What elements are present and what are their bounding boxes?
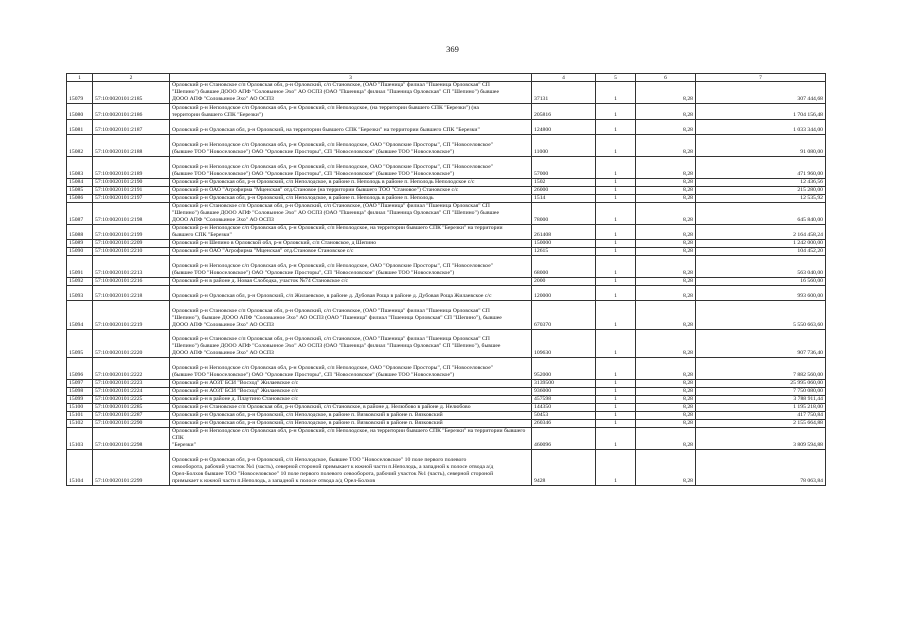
cadastral-number: 57:10:0020101:2218 [93,286,170,301]
location-description: Орловский р-н Неполодское с/п Орловская обл, р-н Орловский, с/п Неполодское, ОАО "Орловские Просторы", СП "Новоселовское" (бывшее ТОО "Новоселовское") ОАО "Орловские Просторы", СП "Новоселовское" (бывшее ТОО "Новоселовское") [170,135,532,157]
table-row [67,225,826,240]
table-header [67,74,826,82]
sum-value: 1 242 000,00 [696,240,826,248]
sum-value: 25 995 060,00 [696,380,826,388]
rate-value: 8,28 [636,225,696,240]
sum-value: 104 452,20 [696,248,826,256]
row-number: 15101 [67,412,93,420]
table-row [67,104,826,120]
quantity-value: 1 [596,301,636,330]
cadastral-number: 57:10:0020101:2198 [93,203,170,225]
rate-value: 8,28 [636,286,696,301]
table-row [67,195,826,203]
area-value: 68000 [532,256,596,278]
location-description: Орловский р-н в районе д. Плаутино Становское с/с [170,396,532,404]
location-description: Орловский р-н Становское с/п Орловская обл, р-н Орловский, с/п Становское, (ОАО "Пшеница" филиал "Пшеница Орловская" СП "Шепино") бывшее ДООО АПФ "Соловьиное Эхо" АО ОСПЗ (ОАО "Пшеница" филиал "Пшеница Орловская" СП "Шепино") бывшее ДООО АПФ "Соловьиное Эхо" АО ОСПЗ [170,82,532,104]
quantity-value: 1 [596,450,636,486]
table-row [67,82,826,104]
table-row [67,388,826,396]
row-number: 15079 [67,82,93,104]
row-number: 15100 [67,404,93,412]
area-value: 120000 [532,286,596,301]
table-row [67,358,826,380]
table-row [67,278,826,286]
table-row [67,240,826,248]
area-value: 670370 [532,301,596,330]
area-value: 3139500 [532,380,596,388]
cadastral-number: 57:10:0020101:2220 [93,330,170,358]
header-col-7: 7 [696,74,826,82]
sum-value: 3 788 911,44 [696,396,826,404]
area-value: 150000 [532,240,596,248]
sum-value: 7 750 080,00 [696,388,826,396]
rate-value: 8,28 [636,388,696,396]
location-description: Орловский р-н АОЗТ БСИ "Восход" Жилаевское с/с [170,380,532,388]
area-value: 11000 [532,135,596,157]
table-row [67,248,826,256]
row-number: 15083 [67,157,93,179]
location-description: Орловский р-н Орловская обл, р-н Орловский, с/п Неполодское, в районе п. Вязковский в районе п. Вязковский [170,420,532,428]
cadastral-number: 57:10:0020101:2185 [93,82,170,104]
location-description: Орловский р-н ОАО "Агрофирма "Мценская" отд.Становое (на территории бывшего ТОО "Становое") Становское с/с [170,187,532,195]
quantity-value: 1 [596,286,636,301]
quantity-value: 1 [596,82,636,104]
rate-value: 8,28 [636,450,696,486]
rate-value: 8,28 [636,278,696,286]
row-number: 15081 [67,120,93,135]
header-row [67,74,826,82]
area-value: 144350 [532,404,596,412]
sum-value: 215 280,00 [696,187,826,195]
cadastral-number: 57:10:0020101:2222 [93,358,170,380]
quantity-value: 1 [596,203,636,225]
header-col-3: 3 [170,74,532,82]
area-value: 260346 [532,420,596,428]
cadastral-number: 57:10:0020101:2213 [93,256,170,278]
quantity-value: 1 [596,420,636,428]
cadastral-number: 57:10:0020101:2224 [93,388,170,396]
sum-value: 471 960,00 [696,157,826,179]
row-number: 15103 [67,428,93,450]
rate-value: 8,28 [636,358,696,380]
table-row [67,330,826,358]
table-row [67,179,826,187]
rate-value: 8,28 [636,179,696,187]
area-value: 460096 [532,428,596,450]
quantity-value: 1 [596,358,636,380]
sum-value: 12 535,92 [696,195,826,203]
quantity-value: 1 [596,428,636,450]
land-parcel-table [66,73,826,486]
location-description: Орловский р-н Орловская обл, р-н Орловский, с/п Неполодское, в районе п. Неполодь в районе п. Неполодь Неполодское с/с [170,179,532,187]
row-number: 15097 [67,380,93,388]
cadastral-number: 57:10:0020101:2219 [93,301,170,330]
table-row [67,404,826,412]
location-description: Орловский р-н Неполодское с/п Орловская обл, р-н Орловский, с/п Неполодское, ОАО "Орловские Просторы", СП "Новоселовское" (бывшее ТОО "Новоселовское") ОАО "Орловские Просторы", СП "Новоселовское" (бывшее ТОО "Новоселовское") [170,157,532,179]
sum-value: 7 882 560,00 [696,358,826,380]
table-row [67,120,826,135]
location-description: Орловский р-н Шепино в Орловской обл, р-н Орловский, с/п Становское, д Шепино [170,240,532,248]
sum-value: 1 195 218,00 [696,404,826,412]
table-row [67,301,826,330]
cadastral-number: 57:10:0020101:2298 [93,428,170,450]
sum-value: 645 840,00 [696,203,826,225]
row-number: 15088 [67,225,93,240]
rate-value: 8,28 [636,412,696,420]
quantity-value: 1 [596,157,636,179]
location-description: Орловский р-н Становское с/п Орловская обл, р-н Орловский, с/п Становское, (ОАО "Пшеница" филиал "Пшеница Орловская" СП "Шепино") бывшее ДООО АПФ "Соловьиное Эхо" АО ОСПЗ (ОАО "Пшеница" филиал "Пшеница Орловская" СП "Шепино") бывшее ДООО АПФ "Соловьиное Эхо" АО ОСПЗ [170,203,532,225]
cadastral-number: 57:10:0020101:2209 [93,240,170,248]
area-value: 952000 [532,358,596,380]
rate-value: 8,28 [636,404,696,412]
cadastral-number: 57:10:0020101:2188 [93,135,170,157]
quantity-value: 1 [596,225,636,240]
location-description: Орловский р-н Орловская обл, р-н Орловский, с/п Неполодское, в районе п. Неполодь в районе п. Неполодь [170,195,532,203]
row-number: 15082 [67,135,93,157]
sum-value: 907 736,40 [696,330,826,358]
table-row [67,203,826,225]
table-body [67,82,826,486]
row-number: 15094 [67,301,93,330]
cadastral-number: 57:10:0020101:2199 [93,225,170,240]
location-description: Орловский р-н АОЗТ БСИ "Восход" Жилаевское с/с [170,388,532,396]
cadastral-number: 57:10:0020101:2285 [93,404,170,412]
area-value: 457598 [532,396,596,404]
location-description: Орловский р-н Неполодское с/п Орловская обл, р-н Орловский, с/п Неполодское, ОАО "Орловские Просторы", СП "Новоселовское" (бывшее ТОО "Новоселовское") ОАО "Орловские Просторы", СП "Новоселовское" (бывшее ТОО "Новоселовское") [170,256,532,278]
row-number: 15098 [67,388,93,396]
header-col-6: 6 [636,74,696,82]
row-number: 15089 [67,240,93,248]
quantity-value: 1 [596,240,636,248]
rate-value: 8,28 [636,187,696,195]
cadastral-number: 57:10:0020101:2210 [93,248,170,256]
table-row [67,256,826,278]
area-value: 9428 [532,450,596,486]
rate-value: 8,28 [636,330,696,358]
row-number: 15102 [67,420,93,428]
location-description: Орловский р-н ОАО "Агрофирма "Мценская" отд.Становое Становское с/с [170,248,532,256]
quantity-value: 1 [596,104,636,120]
sum-value: 417 750,84 [696,412,826,420]
header-col-5: 5 [596,74,636,82]
location-description: Орловский р-н Орловская обл, р-н Орловский, с/п Неполодское, в районе п. Вязковский в районе п. Вязковский [170,412,532,420]
cadastral-number: 57:10:0020101:2225 [93,396,170,404]
sum-value: 5 550 663,60 [696,301,826,330]
location-description: Орловский р-н Неполодское с/п Орловская обл, р-н Орловский, с/п Неполодское, (на территории бывшего СПК "Березки") (на территории бывшего СПК "Березки") [170,104,532,120]
area-value: 78000 [532,203,596,225]
quantity-value: 1 [596,195,636,203]
sum-value: 12 436,56 [696,179,826,187]
row-number: 15104 [67,450,93,486]
location-description: Орловский р-н Орловская обл, р-н Орловский, с/п Жилаевское, в районе д. Дубовая Роща в районе д. Дубовая Роща Жилаевское с/с [170,286,532,301]
sum-value: 91 080,00 [696,135,826,157]
rate-value: 8,28 [636,120,696,135]
cadastral-number: 57:10:0020101:2299 [93,450,170,486]
area-value: 261408 [532,225,596,240]
cadastral-number: 57:10:0020101:2290 [93,420,170,428]
area-value: 2000 [532,278,596,286]
cadastral-number: 57:10:0020101:2197 [93,195,170,203]
quantity-value: 1 [596,404,636,412]
table-row [67,187,826,195]
quantity-value: 1 [596,278,636,286]
area-value: 205816 [532,104,596,120]
quantity-value: 1 [596,179,636,187]
rate-value: 8,28 [636,135,696,157]
sum-value: 1 704 156,48 [696,104,826,120]
rate-value: 8,28 [636,157,696,179]
sum-value: 16 560,00 [696,278,826,286]
sum-value: 1 033 344,00 [696,120,826,135]
page-number: 369 [446,44,459,54]
quantity-value: 1 [596,396,636,404]
cadastral-number: 57:10:0020101:2186 [93,104,170,120]
quantity-value: 1 [596,380,636,388]
cadastral-number: 57:10:0020101:2287 [93,412,170,420]
table-row [67,428,826,450]
table-row [67,157,826,179]
header-col-1: 1 [67,74,93,82]
quantity-value: 1 [596,187,636,195]
row-number: 15084 [67,179,93,187]
sum-value: 3 809 594,88 [696,428,826,450]
rate-value: 8,28 [636,104,696,120]
row-number: 15093 [67,286,93,301]
quantity-value: 1 [596,256,636,278]
table-row [67,286,826,301]
location-description: Орловский р-н Неполодское с/п Орловская обл, р-н Орловский, с/п Неполодское, на территории бывшего СПК "Березки" на территории бывшего СПК "Березки" [170,225,532,240]
quantity-value: 1 [596,135,636,157]
rate-value: 8,28 [636,240,696,248]
location-description: Орловский р-н Становское с/п Орловская обл, р-н Орловский, с/п Становское, (ОАО "Пшеница" филиал "Пшеница Орловская" СП "Шепино") бывшее ДООО АПФ "Соловьиное Эхо" АО ОСПЗ (ОАО "Пшеница" филиал "Пшеница Орловская" СП "Шепино"), бывшее ДООО АПФ "Соловьиное Эхо" АО ОСПЗ [170,330,532,358]
rate-value: 8,28 [636,203,696,225]
row-number: 15086 [67,195,93,203]
area-value: 936000 [532,388,596,396]
cadastral-number: 57:10:0020101:2190 [93,179,170,187]
quantity-value: 1 [596,388,636,396]
location-description: Орловский р-н Орловская обл, р-н Орловский, с/п Неполодское, бывшее ТОО "Новоселовское" 10 поле первого полевого севооборота, рабочий участок №1 (часть), северной стороной примыкает к южной части п.Неполодь, а западной к полосе отвода а/д Орел-Болхов бывшее ТОО "Новоселовское" 10 поле первого полевого севооборота, рабочий участок №1 (часть), северной стороной примыкает к южной части п.Неполодь, а западной к полосе отвода а/д Орел-Болхов [170,450,532,486]
rate-value: 8,28 [636,428,696,450]
rate-value: 8,28 [636,396,696,404]
sum-value: 307 444,68 [696,82,826,104]
quantity-value: 1 [596,120,636,135]
location-description: Орловский р-н Орловская обл, р-н Орловский, на территории бывшего СПК "Березки" на территории бывшего СПК "Березки" [170,120,532,135]
sum-value: 2 164 458,24 [696,225,826,240]
row-number: 15096 [67,358,93,380]
area-value: 124800 [532,120,596,135]
location-description: Орловский р-н Становское с/п Орловская обл, р-н Орловский, с/п Становское, (ОАО "Пшеница" филиал "Пшеница Орловская" СП "Шепино"), бывшее ДООО АПФ "Соловьиное Эхо" АО ОСПЗ (ОАО "Пшеница" филиал "Пшеница Орловская" СП "Шепино"), бывшее ДООО АПФ "Соловьиное Эхо" АО ОСПЗ [170,301,532,330]
cadastral-number: 57:10:0020101:2189 [93,157,170,179]
header-col-4: 4 [532,74,596,82]
row-number: 15091 [67,256,93,278]
row-number: 15085 [67,187,93,195]
table-row [67,420,826,428]
area-value: 26000 [532,187,596,195]
table-row [67,135,826,157]
table-row [67,396,826,404]
sum-value: 993 600,00 [696,286,826,301]
rate-value: 8,28 [636,248,696,256]
quantity-value: 1 [596,412,636,420]
cadastral-number: 57:10:0020101:2187 [93,120,170,135]
area-value: 12615 [532,248,596,256]
area-value: 57000 [532,157,596,179]
row-number: 15099 [67,396,93,404]
area-value: 1514 [532,195,596,203]
location-description: Орловский р-н в районе д. Новая Слободка, участок №74 Становское с/с [170,278,532,286]
cadastral-number: 57:10:0020101:2216 [93,278,170,286]
rate-value: 8,28 [636,256,696,278]
table-row [67,412,826,420]
area-value: 109630 [532,330,596,358]
sum-value: 78 063,84 [696,450,826,486]
row-number: 15087 [67,203,93,225]
rate-value: 8,28 [636,301,696,330]
row-number: 15095 [67,330,93,358]
row-number: 15092 [67,278,93,286]
area-value: 37131 [532,82,596,104]
rate-value: 8,28 [636,380,696,388]
rate-value: 8,28 [636,195,696,203]
quantity-value: 1 [596,330,636,358]
location-description: Орловский р-н Неполодское с/п Орловская обл, р-н Орловский, с/п Неполодское, на территории бывшего СПК "Березки" на территории бывшего СПК "Березки" [170,428,532,450]
location-description: Орловский р-н Неполодское с/п Орловская обл, р-н Орловский, с/п Неполодское, ОАО "Орловские Просторы", СП "Новоселовское" (бывшее ТОО "Новоселовское") ОАО "Орловские Просторы", СП "Новоселовское" (бывшее ТОО "Новоселовское") [170,358,532,380]
area-value: 50453 [532,412,596,420]
cadastral-number: 57:10:0020101:2223 [93,380,170,388]
area-value: 1502 [532,179,596,187]
row-number: 15090 [67,248,93,256]
sum-value: 563 040,00 [696,256,826,278]
sum-value: 2 155 664,88 [696,420,826,428]
rate-value: 8,28 [636,82,696,104]
row-number: 15080 [67,104,93,120]
location-description: Орловский р-н Становское с/п Орловская обл, р-н Орловский, с/п Становское, в районе д. Нелюбово в районе д. Нелюбово [170,404,532,412]
quantity-value: 1 [596,248,636,256]
cadastral-number: 57:10:0020101:2191 [93,187,170,195]
rate-value: 8,28 [636,420,696,428]
table-row [67,380,826,388]
table-row [67,450,826,486]
header-col-2: 2 [93,74,170,82]
